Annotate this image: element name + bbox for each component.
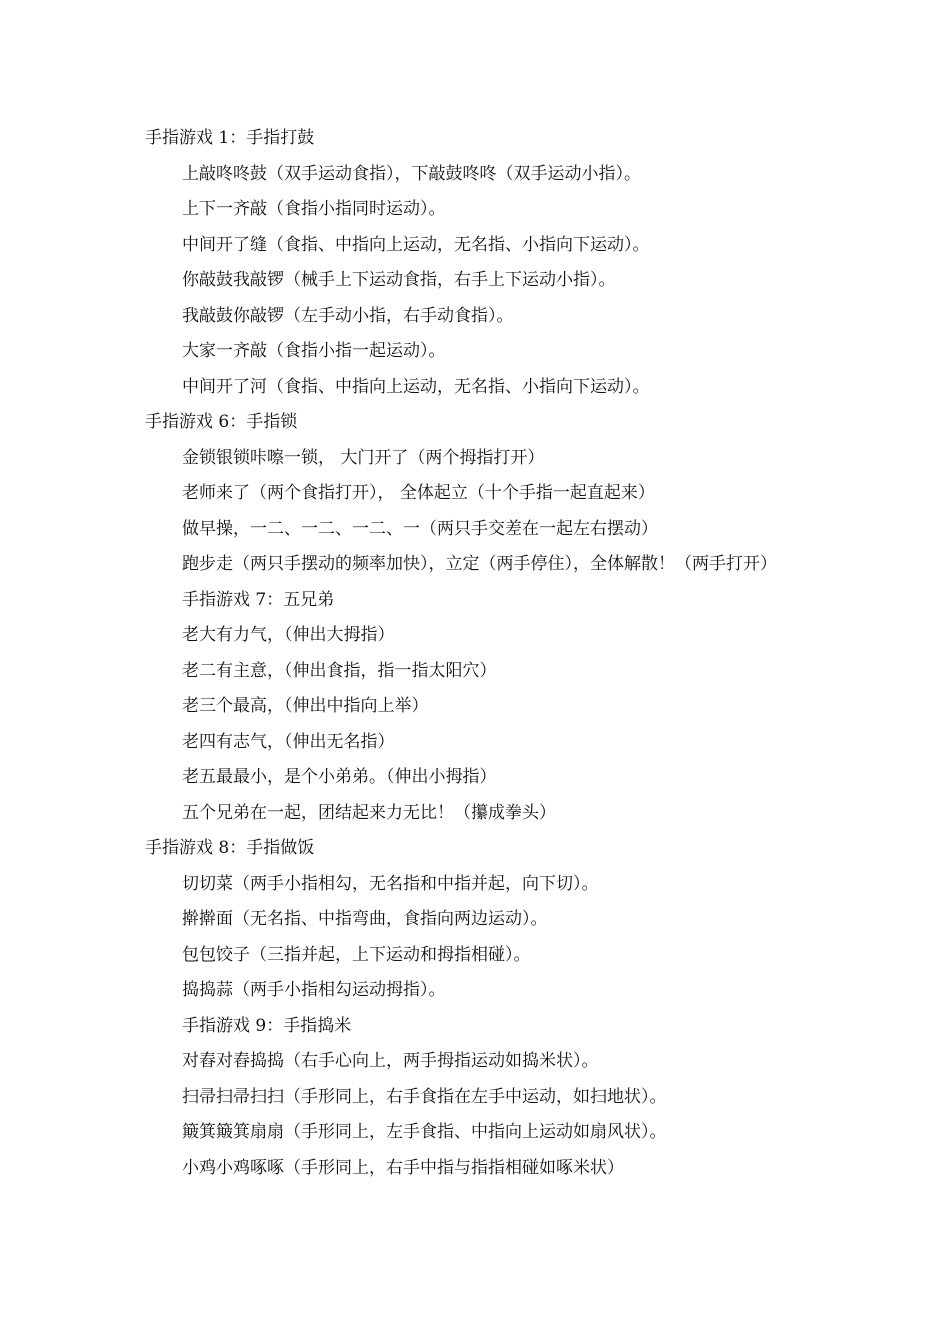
text-line: 做早操，一二、一二、一二、一（两只手交差在一起左右摆动） — [182, 518, 658, 539]
text-line: 老大有力气，（伸出大拇指） — [182, 625, 395, 645]
text-line: 五个兄弟在一起，团结起来力无比！（攥成拳头） — [182, 802, 556, 823]
text-line: 我敲鼓你敲锣（左手动小指，右手动食指）。 — [182, 305, 514, 326]
text-line: 老师来了（两个食指打开）， 全体起立（十个手指一起直起来） — [182, 483, 655, 503]
text-line: 跑步走（两只手摆动的频率加快），立定（两手停住），全体解散！（两手打开） — [182, 554, 777, 574]
text-line: 中间开了缝（食指、中指向上运动，无名指、小指向下运动）。 — [182, 234, 650, 255]
text-line: 你敲鼓我敲锣（械手上下运动食指，右手上下运动小指）。 — [182, 270, 616, 290]
text-line: 擀擀面（无名指、中指弯曲，食指向两边运动）。 — [182, 909, 548, 929]
text-line: 扫帚扫帚扫扫（手形同上，右手食指在左手中运动，如扫地状）。 — [182, 1086, 667, 1107]
text-line: 对舂对舂捣捣（右手心向上，两手拇指运动如捣米状）。 — [182, 1051, 599, 1071]
text-line: 老二有主意，（伸出食指，指一指太阳穴） — [182, 660, 497, 681]
text-line: 上敲咚咚鼓（双手运动食指），下敲鼓咚咚（双手运动小指）。 — [182, 163, 641, 184]
section-heading: 手指游戏 8：手指做饭 — [145, 838, 315, 858]
text-line: 包包饺子（三指并起，上下运动和拇指相碰）。 — [182, 944, 531, 965]
text-line: 中间开了河（食指、中指向上运动，无名指、小指向下运动）。 — [182, 376, 650, 397]
text-line: 老五最最小，是个小弟弟。（伸出小拇指） — [182, 767, 497, 787]
section-heading: 手指游戏 1：手指打鼓 — [145, 128, 315, 148]
text-line: 手指游戏 9：手指捣米 — [182, 1015, 352, 1036]
text-line: 上下一齐敲（食指小指同时运动）。 — [182, 199, 446, 219]
text-line: 老三个最高，（伸出中指向上举） — [182, 696, 429, 716]
text-line: 手指游戏 7：五兄弟 — [182, 589, 335, 610]
text-line: 老四有志气，（伸出无名指） — [182, 731, 395, 752]
document-body — [145, 121, 810, 1186]
text-line: 小鸡小鸡啄啄（手形同上，右手中指与指指相碰如啄米状） — [182, 1157, 624, 1178]
text-line: 簸箕簸箕扇扇（手形同上，左手食指、中指向上运动如扇风状）。 — [182, 1122, 667, 1142]
text-line: 大家一齐敲（食指小指一起运动）。 — [182, 341, 446, 361]
text-line: 切切菜（两手小指相勾，无名指和中指并起，向下切）。 — [182, 873, 599, 894]
section-heading: 手指游戏 6：手指锁 — [145, 412, 298, 432]
text-line: 金锁银锁咔嚓一锁， 大门开了（两个拇指打开） — [182, 447, 545, 468]
text-line: 捣捣蒜（两手小指相勾运动拇指）。 — [182, 980, 446, 1000]
